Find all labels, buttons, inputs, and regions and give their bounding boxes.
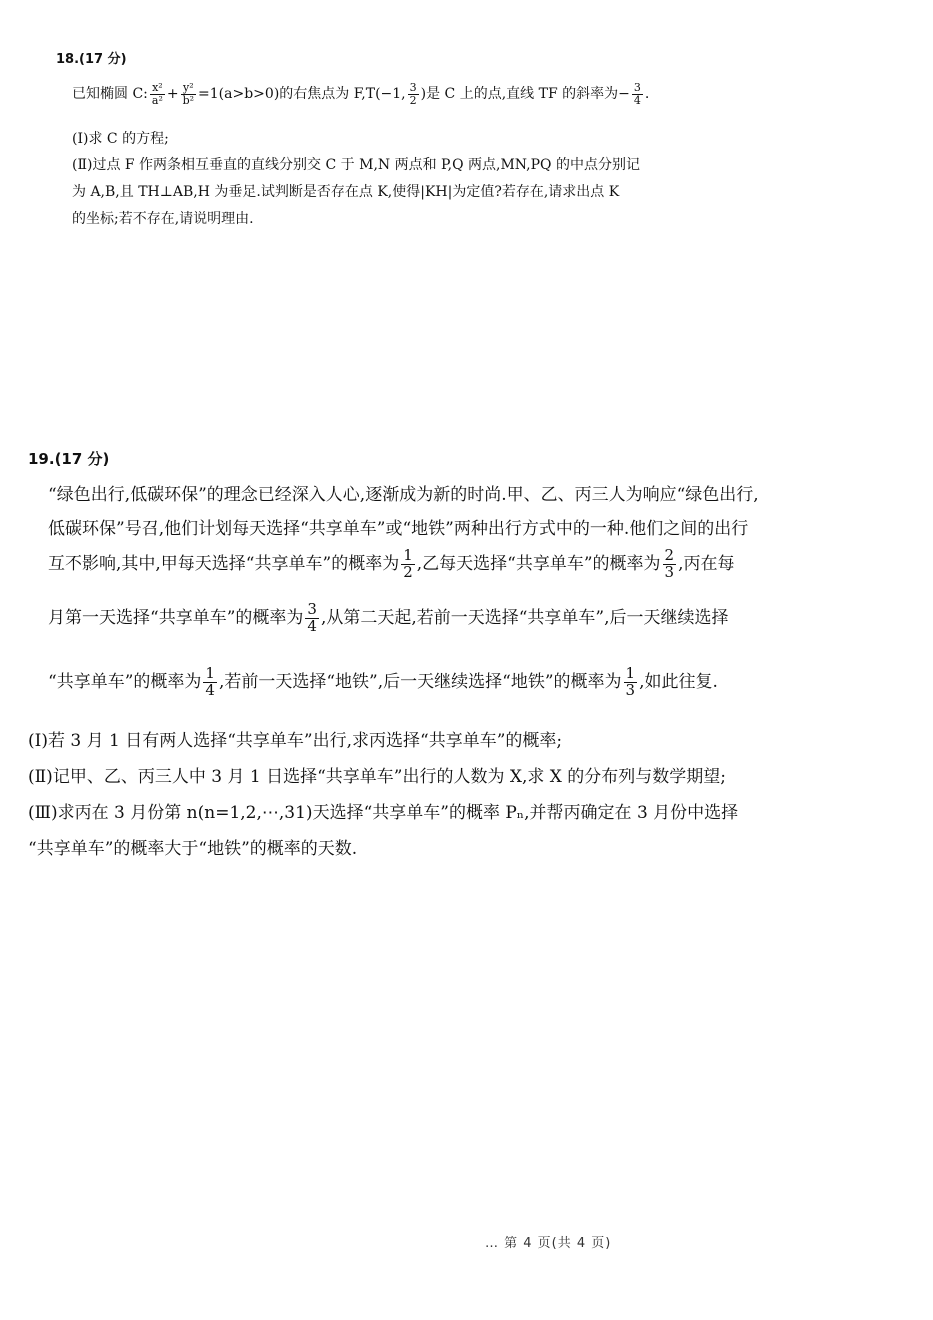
fraction-2-over-3: $\frac{2}{3}$ [664, 546, 675, 581]
question-18-part-2-line-3: 的坐标;若不存在,请说明理由. [72, 211, 254, 227]
fraction-y2-over-b2: $\frac{\text{y²}}{\text{b²}}$ [182, 81, 195, 107]
stem-text: 月第一天选择“共享单车”的概率为 [48, 607, 304, 628]
fraction-3-over-2: $\frac{3}{2}$ [409, 81, 417, 107]
question-19-line-5 [48, 666, 718, 699]
stem-text: ,乙每天选择“共享单车”的概率为 [416, 553, 661, 574]
question-19-line-4 [48, 602, 729, 635]
question-19-line-2: 低碳环保”号召,他们计划每天选择“共享单车”或“地铁”两种出行方式中的一种.他们之间的出行 [48, 519, 749, 539]
question-18-stem [72, 82, 649, 106]
question-19-part-1: (Ⅰ)若 3 月 1 日有两人选择“共享单车”出行,求丙选择“共享单车”的概率; [28, 731, 563, 751]
point-coordinate-open: (−1, [375, 86, 406, 103]
fraction-3-over-4: $\frac{3}{4}$ [633, 81, 641, 107]
fraction-1-over-4: $\frac{1}{4}$ [205, 664, 215, 699]
stem-text: ,从第二天起,若前一天选择“共享单车”,后一天继续选择 [320, 607, 729, 628]
stem-text: ,如此往复. [639, 671, 718, 692]
question-19-part-2: (Ⅱ)记甲、乙、丙三人中 3 月 1 日选择“共享单车”出行的人数为 X,求 X 的分布列与数学期望; [28, 767, 726, 787]
fraction-1-over-2: $\frac{1}{2}$ [403, 546, 413, 581]
question-19-part-3-line-2: “共享单车”的概率大于“地铁”的概率的天数. [28, 839, 358, 859]
stem-text: =1(a>b>0)的右焦点为 F,T [198, 86, 376, 103]
question-19-number: 19.(17 分) [28, 450, 110, 468]
question-18-part-2-line-2: 为 A,B,且 TH⊥AB,H 为垂足.试判断是否存在点 K,使得|KH|为定值?若存在,请求出点 K [72, 184, 620, 200]
question-18-part-2-line-1: (Ⅱ)过点 F 作两条相互垂直的直线分别交 C 于 M,N 两点和 P,Q 两点,MN,PQ 的中点分别记 [72, 157, 640, 173]
stem-text: ,若前一天选择“地铁”,后一天继续选择“地铁”的概率为 [218, 671, 622, 692]
period: . [644, 86, 650, 103]
fraction-1-over-3: $\frac{1}{3}$ [625, 664, 636, 699]
stem-text: 互不影响,其中,甲每天选择“共享单车”的概率为 [48, 553, 400, 574]
question-19-part-3: (Ⅲ)求丙在 3 月份第 n(n=1,2,⋯,31)天选择“共享单车”的概率 Pₙ,并帮丙确定在 3 月份中选择 [28, 803, 739, 823]
stem-text: 已知椭圆 C: [72, 86, 148, 103]
fraction-3-over-4: $\frac{3}{4}$ [307, 600, 317, 635]
stem-text: “共享单车”的概率为 [48, 671, 202, 692]
point-coordinate-close: ) [420, 86, 427, 103]
page-footer: … 第 4 页(共 4 页) [485, 1236, 612, 1251]
question-19-line-1: “绿色出行,低碳环保”的理念已经深入人心,逐渐成为新的时尚.甲、乙、丙三人为响应“绿色出行, [48, 485, 759, 505]
fraction-x2-over-a2: $\frac{\text{x²}}{\text{a²}}$ [151, 81, 163, 107]
question-19-line-3 [48, 548, 735, 581]
plus-sign: + [166, 86, 179, 103]
stem-text: ,丙在每 [678, 553, 735, 574]
stem-text: 是 C 上的点,直线 TF 的斜率为− [426, 86, 630, 103]
question-18-number: 18.(17 分) [56, 52, 127, 67]
question-18-part-1: (Ⅰ)求 C 的方程; [72, 131, 169, 147]
